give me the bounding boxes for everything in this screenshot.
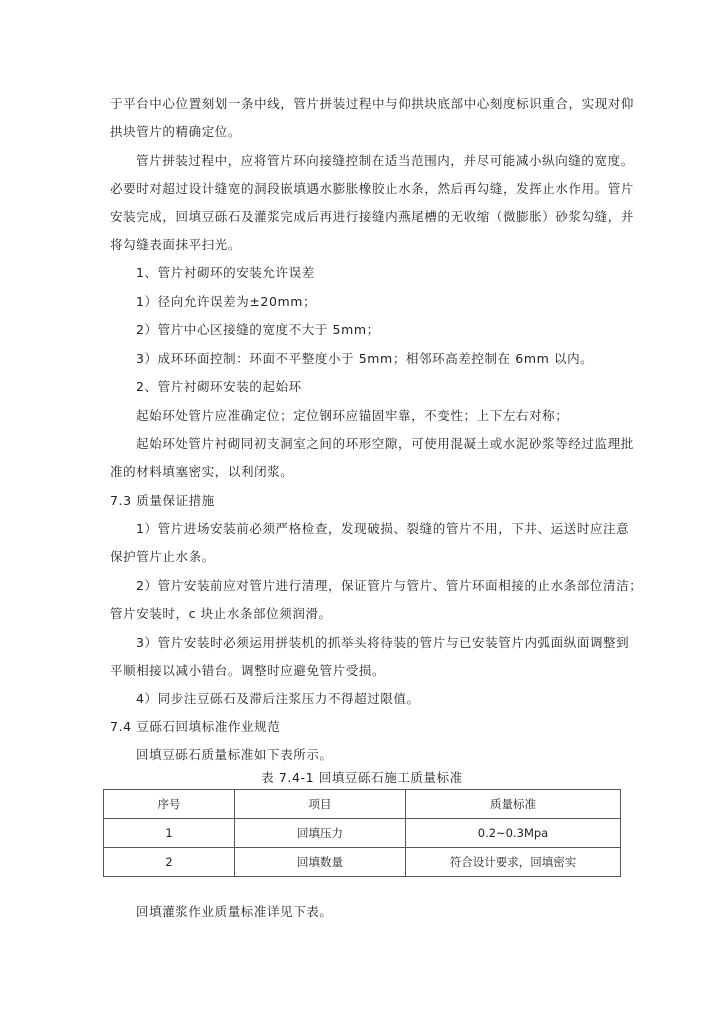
table-cell: 符合设计要求，回填密实	[406, 848, 621, 877]
table-header-cell: 项目	[235, 790, 406, 819]
table-row	[104, 848, 621, 877]
paragraph-line: 管片安装时，c 块止水条部位须润滑。	[110, 606, 332, 621]
list-item: 1）径向允许误差为±20mm；	[136, 294, 317, 309]
paragraph-line: 必要时对超过设计缝宽的洞段嵌填遇水膨胀橡胶止水条，然后再勾缝，发挥止水作用。管片	[110, 181, 635, 196]
list-item: 1）管片进场安装前必须严格检查，发现破损、裂缝的管片不用，下井、运送时应注意	[136, 521, 630, 536]
paragraph-line: 起始环处管片衬砌同初支洞室之间的环形空隙，可使用混凝土或水泥砂浆等经过监理批	[136, 436, 634, 451]
paragraph-line: 回填豆砾石质量标准如下表所示。	[136, 747, 333, 762]
table-cell: 0.2~0.3Mpa	[406, 819, 621, 848]
table-header-cell: 序号	[104, 790, 235, 819]
section-heading: 2、管片衬砌环安装的起始环	[136, 379, 302, 394]
paragraph-line: 于平台中心位置刻划一条中线，管片拼装过程中与仰拱块底部中心刻度标识重合，实现对仰	[110, 96, 635, 111]
quality-standard-table	[103, 789, 621, 877]
table-cell: 1	[104, 819, 235, 848]
table-cell: 回填压力	[235, 819, 406, 848]
list-item: 2）管片安装前应对管片进行清理，保证管片与管片、管片环面相接的止水条部位清洁；	[136, 578, 643, 593]
paragraph-line: 平顺相接以减小错台。调整时应避免管片受损。	[110, 663, 386, 678]
paragraph-line: 将勾缝表面抹平扫光。	[110, 237, 242, 252]
paragraph-line: 保护管片止水条。	[110, 549, 215, 564]
section-heading: 7.3 质量保证措施	[110, 493, 215, 508]
table-header-row	[104, 790, 621, 819]
section-heading: 1、管片衬砌环的安装允许误差	[136, 265, 315, 280]
list-item: 2）管片中心区接缝的宽度不大于 5mm；	[136, 322, 380, 337]
paragraph-line: 起始环处管片应准确定位；定位钢环应锚固牢靠，不变性；上下左右对称；	[136, 408, 569, 423]
table-cell: 回填数量	[235, 848, 406, 877]
list-item: 4）同步注豆砾石及滞后注浆压力不得超过限值。	[136, 691, 420, 706]
table-cell: 2	[104, 848, 235, 877]
paragraph-line: 准的材料填塞密实，以利闭浆。	[110, 464, 294, 479]
table-row	[104, 819, 621, 848]
list-item: 3）成环环面控制：环面不平整度小于 5mm；相邻环高差控制在 6mm 以内。	[136, 351, 594, 366]
paragraph-line: 安装完成，回填豆砾石及灌浆完成后再进行接缝内燕尾槽的无收缩（微膨胀）砂浆勾缝，并	[110, 209, 635, 224]
paragraph-line: 管片拼装过程中，应将管片环向接缝控制在适当范围内，并尽可能减小纵向缝的宽度。	[136, 153, 634, 168]
paragraph-line: 回填灌浆作业质量标准详见下表。	[136, 904, 333, 919]
table-caption: 表 7.4-1 回填豆砾石施工质量标准	[261, 770, 463, 785]
section-heading: 7.4 豆砾石回填标准作业规范	[110, 719, 281, 734]
list-item: 3）管片安装时必须运用拼装机的抓举头将待装的管片与已安装管片内弧面纵面调整到	[136, 635, 630, 650]
table-header-cell: 质量标准	[406, 790, 621, 819]
paragraph-line: 拱块管片的精确定位。	[110, 124, 242, 139]
